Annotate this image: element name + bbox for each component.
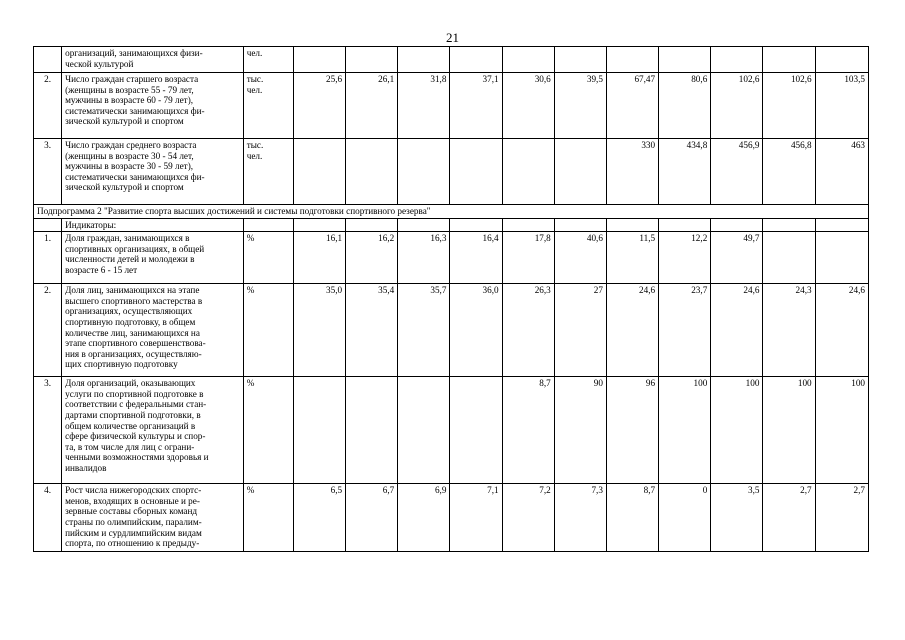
value-cell (346, 139, 398, 205)
value-cell: 30,6 (502, 73, 554, 139)
unit: % (246, 485, 255, 496)
value-cell: 23,7 (659, 284, 711, 377)
value-cell (398, 377, 450, 484)
value-cell: 27 (554, 284, 606, 377)
value-cell: 31,8 (398, 73, 450, 139)
value-cell: 456,8 (763, 139, 815, 205)
unit: тыс. чел. (246, 140, 264, 161)
value-cell (293, 139, 345, 205)
table-row (34, 47, 869, 73)
value-cell: 456,9 (711, 139, 763, 205)
value-cell (450, 377, 502, 484)
value-cell (554, 218, 606, 232)
value-cell (606, 47, 658, 73)
row-number: 4. (34, 484, 62, 552)
table-row (34, 377, 869, 484)
value-cell (346, 377, 398, 484)
row-number: 3. (34, 377, 62, 484)
unit-cell (243, 218, 293, 232)
value-cell: 37,1 (450, 73, 502, 139)
value-cell: 24,6 (711, 284, 763, 377)
row-number (34, 218, 62, 232)
indicator-name-cell (62, 484, 244, 552)
unit-cell (243, 232, 293, 284)
unit: % (246, 378, 255, 389)
value-cell: 6,9 (398, 484, 450, 552)
indicator-name: Доля лиц, занимающихся на этапе высшего спортивного мастерства в организациях, осуществляющих спортивную подготовку, в общем количестве лиц, занимающихся на этапе спортивного совершенствова- ния в организациях, осуществляю- щих спортивную подготовку (65, 285, 206, 370)
value-cell: 16,1 (293, 232, 345, 284)
row-number: 3. (34, 139, 62, 205)
indicator-name: Индикаторы: (65, 219, 117, 230)
value-cell: 12,2 (659, 232, 711, 284)
value-cell: 0 (659, 484, 711, 552)
indicator-name: Рост числа нижегородских спортс- менов, входящих в основные и ре- зервные составы сборных команд страны по олимпийским, паралим- пийским и сурдлимпийским видам спорта, по отношению к предыду- (65, 485, 202, 549)
value-cell: 103,5 (815, 73, 868, 139)
value-cell: 49,7 (711, 232, 763, 284)
unit-cell (243, 284, 293, 377)
value-cell: 36,0 (450, 284, 502, 377)
value-cell (815, 232, 868, 284)
table-row (34, 484, 869, 552)
subprogram-title: Подпрограмма 2 "Развитие спорта высших достижений и системы подготовки спортивного резерва" (34, 205, 869, 219)
value-cell (293, 218, 345, 232)
value-cell (293, 47, 345, 73)
indicator-name-cell (62, 47, 244, 73)
value-cell: 11,5 (606, 232, 658, 284)
value-cell: 100 (815, 377, 868, 484)
table-row (34, 139, 869, 205)
value-cell: 16,3 (398, 232, 450, 284)
unit-cell (243, 47, 293, 73)
indicator-name-cell (62, 377, 244, 484)
unit: % (246, 285, 255, 296)
value-cell: 24,6 (606, 284, 658, 377)
value-cell (554, 47, 606, 73)
value-cell: 6,7 (346, 484, 398, 552)
value-cell (450, 139, 502, 205)
value-cell (763, 232, 815, 284)
row-number: 1. (34, 232, 62, 284)
value-cell: 35,4 (346, 284, 398, 377)
value-cell (398, 47, 450, 73)
value-cell: 26,1 (346, 73, 398, 139)
value-cell: 40,6 (554, 232, 606, 284)
indicator-name-cell (62, 139, 244, 205)
row-number: 2. (34, 284, 62, 377)
value-cell: 2,7 (763, 484, 815, 552)
value-cell: 35,0 (293, 284, 345, 377)
value-cell: 2,7 (815, 484, 868, 552)
value-cell (711, 218, 763, 232)
value-cell: 90 (554, 377, 606, 484)
unit-cell (243, 377, 293, 484)
value-cell: 6,5 (293, 484, 345, 552)
value-cell: 102,6 (711, 73, 763, 139)
value-cell: 26,3 (502, 284, 554, 377)
value-cell (763, 218, 815, 232)
value-cell: 102,6 (763, 73, 815, 139)
indicator-name-cell (62, 73, 244, 139)
value-cell: 39,5 (554, 73, 606, 139)
value-cell: 16,2 (346, 232, 398, 284)
value-cell (815, 47, 868, 73)
value-cell (398, 218, 450, 232)
value-cell: 8,7 (606, 484, 658, 552)
value-cell: 24,6 (815, 284, 868, 377)
value-cell: 100 (763, 377, 815, 484)
value-cell (346, 47, 398, 73)
indicator-name: Число граждан старшего возраста (женщины в возрасте 55 - 79 лет, мужчины в возрасте 60 - 79 лет), систематически занимающихся фи- зической культурой и спортом (65, 74, 205, 127)
indicator-name: Число граждан среднего возраста (женщины в возрасте 30 - 54 лет, мужчины в возрасте 30 - 59 лет), систематически занимающихся фи- зической культурой и спортом (65, 140, 205, 193)
row-number (34, 47, 62, 73)
value-cell: 434,8 (659, 139, 711, 205)
unit-cell (243, 484, 293, 552)
indicator-name: Доля организаций, оказывающих услуги по спортивной подготовке в соответствии с федеральными стан- дартами спортивной подготовки, в общем количестве организаций в сфере физической культуры и спор- та, в том числе для лиц с ограни- ченными возможностями здоровья и инвалидов (65, 378, 209, 473)
unit-cell (243, 73, 293, 139)
value-cell (450, 218, 502, 232)
table-row (34, 232, 869, 284)
value-cell: 330 (606, 139, 658, 205)
value-cell (293, 377, 345, 484)
value-cell (815, 218, 868, 232)
value-cell: 35,7 (398, 284, 450, 377)
indicator-name: Доля граждан, занимающихся в спортивных организациях, в общей численности детей и молодежи в возрасте 6 - 15 лет (65, 233, 205, 275)
value-cell: 3,5 (711, 484, 763, 552)
value-cell (606, 218, 658, 232)
value-cell: 7,1 (450, 484, 502, 552)
value-cell: 100 (711, 377, 763, 484)
unit-cell (243, 139, 293, 205)
indicators-table (33, 46, 869, 552)
value-cell (502, 139, 554, 205)
indicator-name-cell (62, 284, 244, 377)
table-row (34, 73, 869, 139)
value-cell: 16,4 (450, 232, 502, 284)
indicator-name: организаций, занимающихся физи- ческой культурой (65, 48, 203, 69)
value-cell: 17,8 (502, 232, 554, 284)
page-number: 21 (446, 30, 459, 45)
value-cell (554, 139, 606, 205)
unit: чел. (246, 48, 263, 58)
value-cell: 80,6 (659, 73, 711, 139)
unit: тыс. чел. (246, 74, 264, 95)
value-cell: 67,47 (606, 73, 658, 139)
value-cell (502, 47, 554, 73)
value-cell (763, 47, 815, 73)
unit: % (246, 233, 255, 244)
subprogram-header-row (34, 205, 869, 219)
value-cell: 7,2 (502, 484, 554, 552)
value-cell: 100 (659, 377, 711, 484)
value-cell: 96 (606, 377, 658, 484)
value-cell (502, 218, 554, 232)
value-cell (398, 139, 450, 205)
value-cell (450, 47, 502, 73)
row-number: 2. (34, 73, 62, 139)
value-cell: 8,7 (502, 377, 554, 484)
value-cell: 25,6 (293, 73, 345, 139)
value-cell (659, 218, 711, 232)
value-cell: 24,3 (763, 284, 815, 377)
value-cell (346, 218, 398, 232)
value-cell: 7,3 (554, 484, 606, 552)
value-cell (711, 47, 763, 73)
table-row (34, 284, 869, 377)
indicator-name-cell (62, 232, 244, 284)
table-row (34, 218, 869, 232)
indicator-name-cell (62, 218, 244, 232)
value-cell (659, 47, 711, 73)
value-cell: 463 (815, 139, 868, 205)
